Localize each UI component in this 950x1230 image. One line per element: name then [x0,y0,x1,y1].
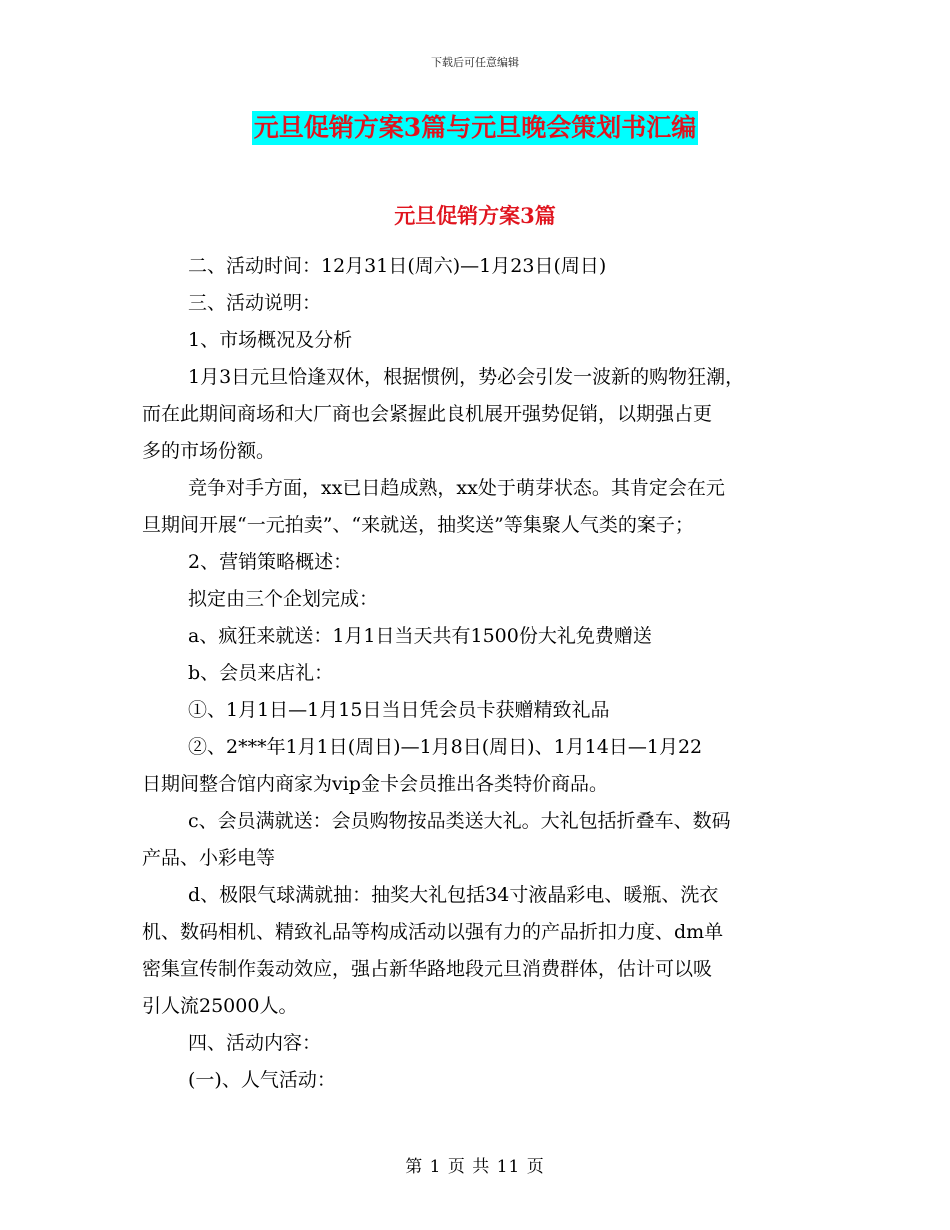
paragraph-line: 引人流25000人。 [142,995,298,1017]
document-body [142,248,807,1099]
paragraph-line: 产品、小彩电等 [142,847,276,869]
paragraph-line: 机、数码相机、精致礼品等构成活动以强有力的产品折扣力度、dm单 [142,921,724,943]
body-paragraph [142,692,807,729]
body-paragraph [142,544,807,581]
paragraph-line: b、会员来店礼： [188,662,334,684]
document-title [0,111,950,145]
body-paragraph [142,470,807,544]
paragraph-line: 拟定由三个企划完成： [188,588,379,610]
body-paragraph [142,618,807,655]
paragraph-line: 1月3日元旦恰逢双休，根据惯例，势必会引发一波新的购物狂潮， [188,366,745,388]
body-paragraph [142,248,807,285]
paragraph-line: (一)、人气活动： [188,1069,336,1091]
body-paragraph [142,581,807,618]
body-paragraph [142,729,807,803]
body-paragraph [142,1025,807,1062]
paragraph-line: 1、市场概况及分析 [188,329,353,351]
body-paragraph [142,803,807,877]
paragraph-line: 多的市场份额。 [142,440,276,462]
paragraph-line: c、会员满就送：会员购物按品类送大礼。大礼包括折叠车、数码 [188,810,731,832]
body-paragraph [142,285,807,322]
document-title-text: 元旦促销方案3篇与元旦晚会策划书汇编 [252,111,698,145]
body-paragraph [142,655,807,692]
paragraph-line: 旦期间开展“一元拍卖”、“来就送，抽奖送”等集聚人气类的案子； [142,514,694,536]
paragraph-line: 日期间整合馆内商家为vip金卡会员推出各类特价商品。 [142,773,608,795]
paragraph-line: 2、营销策略概述： [188,551,353,573]
body-paragraph [142,1062,807,1099]
paragraph-line: ②、2***年1月1日(周日)—1月8日(周日)、1月14日—1月22 [188,736,703,758]
page-footer: 第 1 页 共 11 页 [405,1157,545,1177]
section-title: 元旦促销方案3篇 [394,203,556,228]
paragraph-line: 四、活动内容： [188,1032,322,1054]
paragraph-line: a、疯狂来就送：1月1日当天共有1500份大礼免费赠送 [188,625,652,647]
header-note: 下载后可任意编辑 [431,56,519,69]
paragraph-line: 而在此期间商场和大厂商也会紧握此良机展开强势促销，以期强占更 [142,403,713,425]
paragraph-line: d、极限气球满就抽：抽奖大礼包括34寸液晶彩电、暖瓶、洗衣 [188,884,719,906]
body-paragraph [142,322,807,359]
body-paragraph [142,359,807,470]
body-paragraph [142,877,807,1025]
paragraph-line: 密集宣传制作轰动效应，强占新华路地段元旦消费群体，估计可以吸 [142,958,713,980]
paragraph-line: 三、活动说明： [188,292,322,314]
paragraph-line: 竞争对手方面，xx已日趋成熟，xx处于萌芽状态。其肯定会在元 [188,477,725,499]
paragraph-line: ①、1月1日—1月15日当日凭会员卡获赠精致礼品 [188,699,610,721]
paragraph-line: 二、活动时间：12月31日(周六)—1月23日(周日) [188,255,607,277]
